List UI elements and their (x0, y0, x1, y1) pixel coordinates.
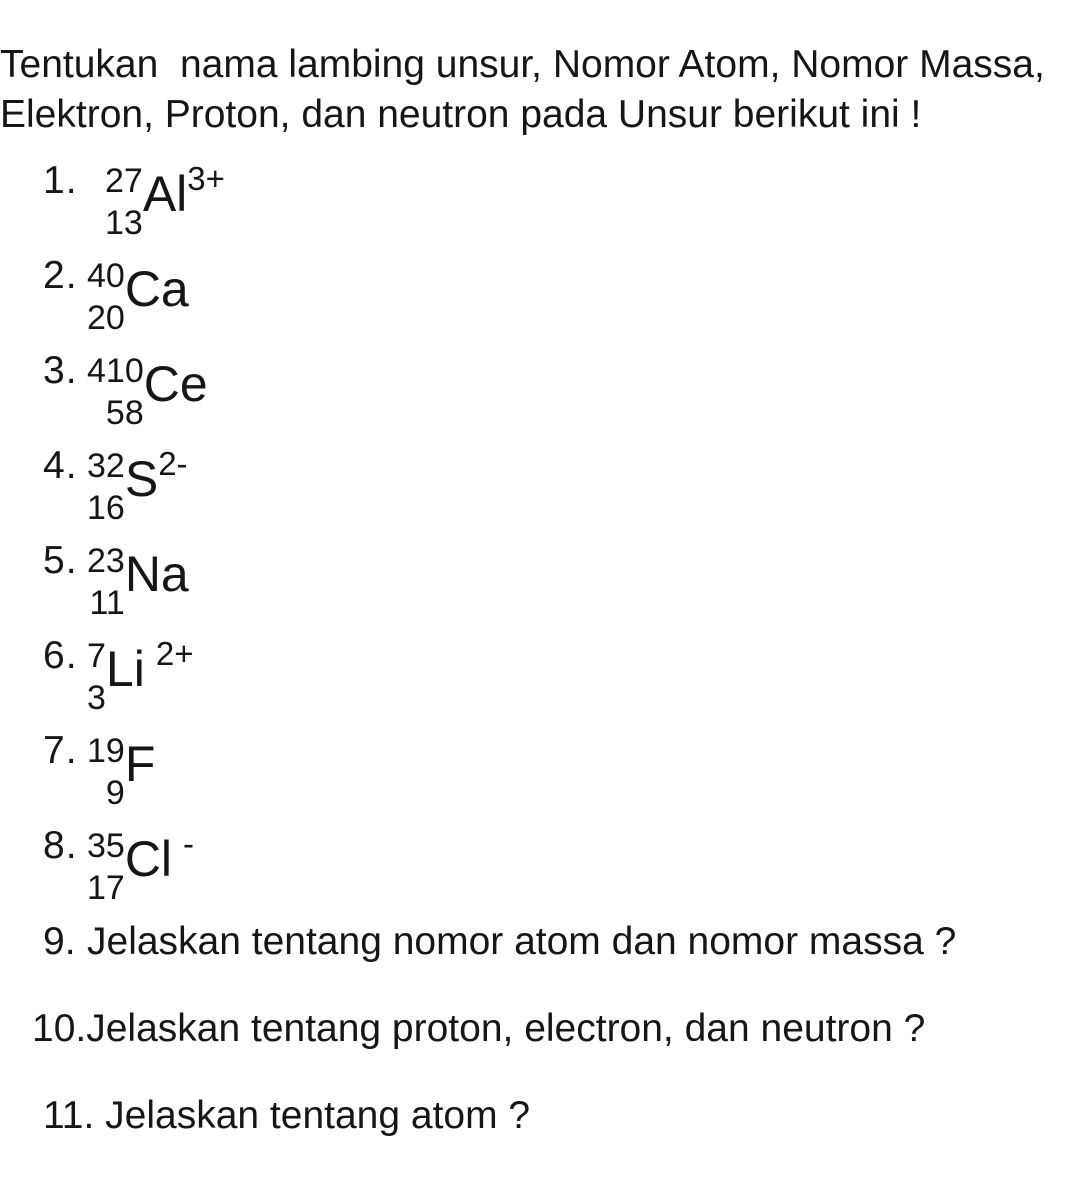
ion-charge: 2+ (155, 635, 194, 672)
isotope-notation-na (87, 540, 189, 624)
element-symbol: Cl (124, 831, 173, 887)
isotope-notation-f (87, 730, 155, 814)
list-item-2 (43, 255, 1072, 339)
element-symbol: F (124, 736, 156, 792)
item-number: 8. (43, 824, 78, 867)
list-item-3 (43, 350, 1072, 434)
isotope-number-stack (105, 160, 143, 244)
mass-number: 19 (87, 732, 125, 770)
mass-number: 40 (87, 257, 125, 295)
element-symbol: Li (105, 641, 145, 697)
item-number: 11. (43, 1094, 95, 1137)
mass-number: 35 (87, 827, 125, 865)
list-item-1 (43, 160, 1072, 244)
atomic-number: 58 (105, 394, 144, 432)
exercise-list (0, 160, 1072, 1138)
element-symbol: S (124, 451, 159, 507)
isotope-notation-s (87, 445, 188, 529)
mass-number: 27 (105, 162, 143, 200)
isotope-number-stack (87, 540, 125, 624)
ion-charge: 3+ (187, 160, 225, 197)
atomic-number: 11 (89, 584, 125, 622)
isotope-notation-cl (87, 825, 194, 909)
item-number: 9. (43, 920, 76, 963)
item-number: 10. (32, 1007, 87, 1050)
item-number: 7. (43, 729, 78, 772)
item-number: 5. (43, 539, 78, 582)
atomic-number: 13 (105, 204, 143, 242)
mass-number: 410 (87, 352, 144, 390)
isotope-number-stack (87, 635, 106, 719)
atomic-number: 17 (87, 869, 125, 907)
list-item-6 (43, 635, 1072, 719)
question-text: Jelaskan tentang proton, electron, dan neutron ? (86, 1007, 926, 1050)
element-symbol: Al (142, 166, 188, 222)
isotope-number-stack (87, 825, 125, 909)
element-symbol: Na (124, 546, 189, 602)
mass-number: 23 (87, 542, 125, 580)
instruction-line-1: Tentukan nama lambing unsur, Nomor Atom, Nomor Massa, (0, 43, 1045, 86)
atomic-number: 20 (87, 299, 125, 337)
isotope-number-stack (87, 445, 125, 529)
isotope-notation-ca (87, 255, 189, 339)
isotope-notation-al (105, 160, 225, 244)
atomic-number: 16 (87, 489, 125, 527)
ion-charge: - (183, 825, 195, 862)
question-text: Jelaskan tentang atom ? (94, 1094, 531, 1137)
item-number: 6. (43, 634, 78, 677)
mass-number: 32 (87, 447, 125, 485)
element-symbol: Ca (124, 261, 189, 317)
list-item-4 (43, 445, 1072, 529)
atomic-number: 3 (87, 679, 106, 717)
isotope-number-stack (87, 730, 125, 814)
list-item-5 (43, 540, 1072, 624)
isotope-notation-ce (87, 350, 208, 434)
item-number: 1. (43, 159, 78, 202)
item-number: 4. (43, 444, 78, 487)
question-text: Jelaskan tentang nomor atom dan nomor massa ? (87, 920, 957, 963)
isotope-number-stack (87, 350, 144, 434)
item-number: 3. (43, 349, 78, 392)
isotope-notation-li (87, 635, 193, 719)
list-item-11 (43, 1094, 1072, 1138)
isotope-number-stack (87, 255, 125, 339)
mass-number: 7 (87, 637, 106, 675)
list-item-7 (43, 730, 1072, 814)
atomic-number: 9 (105, 774, 125, 812)
list-item-8 (43, 825, 1072, 909)
item-number: 2. (43, 254, 78, 297)
element-symbol: Ce (143, 356, 208, 412)
instruction-line-2: Elektron, Proton, dan neutron pada Unsur berikut ini ! (0, 93, 922, 136)
list-item-10 (32, 1007, 1072, 1051)
ion-charge: 2- (158, 445, 188, 482)
list-item-9 (43, 920, 1072, 964)
